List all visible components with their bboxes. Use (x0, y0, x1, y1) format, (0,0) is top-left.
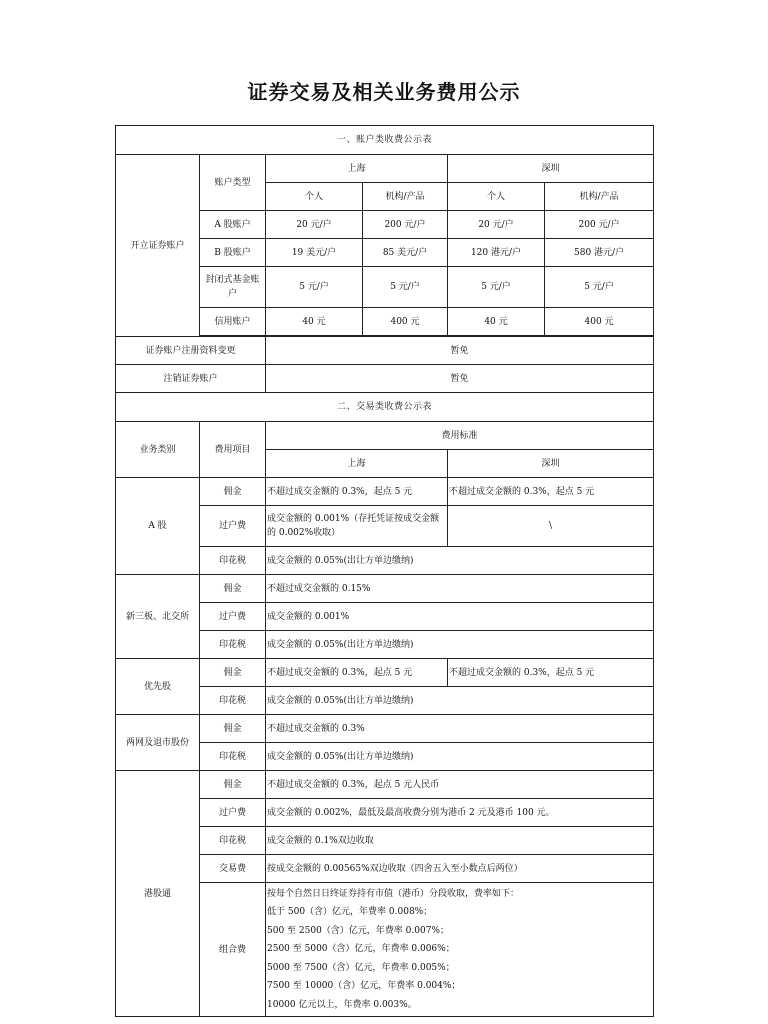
fee-item-label: 交易费 (200, 855, 266, 883)
fee-cell: 200 元/户 (545, 211, 654, 239)
account-row-label: B 股账户 (200, 239, 266, 267)
fee-cell: 200 元/户 (363, 211, 448, 239)
fee-item-label: 印花税 (200, 631, 266, 659)
fee-cell: 120 港元/户 (448, 239, 545, 267)
fee-item-label: 佣金 (200, 478, 266, 506)
fee-item-label: 印花税 (200, 687, 266, 715)
open-account-label: 开立证券账户 (116, 155, 200, 337)
fee-item-label: 佣金 (200, 715, 266, 743)
shanghai-header: 上海 (266, 155, 448, 183)
fee-item-header: 费用项目 (200, 422, 266, 478)
fee-item-label: 过户费 (200, 506, 266, 547)
fee-cell: 成交金额的 0.001% (266, 603, 654, 631)
biz-hk-connect: 港股通 (116, 771, 200, 1017)
shenzhen-header: 深圳 (448, 155, 654, 183)
account-row-label: 信用账户 (200, 308, 266, 336)
portfolio-line: 按每个自然日日终证券持有市值（港币）分段收取，费率如下： (267, 888, 520, 899)
account-type-header: 账户类型 (200, 155, 266, 211)
fee-cell: 不超过成交金额的 0.3%，起点 5 元 (266, 659, 448, 687)
fee-cell: 580 港元/户 (545, 239, 654, 267)
fee-cell: 成交金额的 0.05%(出让方单边缴纳) (266, 547, 654, 575)
portfolio-fee-cell (266, 883, 654, 1017)
fee-cell: 40 元 (448, 308, 545, 336)
biz-a-share: A 股 (116, 478, 200, 575)
section-trading-header: 二、交易类收费公示表 (116, 393, 654, 422)
portfolio-line: 5000 至 7500（含）亿元，年费率 0.005%； (267, 962, 455, 973)
fee-item-label: 佣金 (200, 771, 266, 799)
cancel-account-label: 注销证券账户 (116, 365, 266, 393)
shenzhen-header: 深圳 (448, 450, 654, 478)
fee-item-label: 过户费 (200, 603, 266, 631)
fee-cell: 不超过成交金额的 0.3%，起点 5 元人民币 (266, 771, 654, 799)
biz-type-header: 业务类别 (116, 422, 200, 478)
fee-table (115, 125, 654, 1017)
account-row-label: A 股账户 (200, 211, 266, 239)
fee-standard-header: 费用标准 (266, 422, 654, 450)
sh-institution-header: 机构/产品 (363, 183, 448, 211)
fee-cell: 不超过成交金额的 0.15% (266, 575, 654, 603)
fee-cell: \ (448, 506, 654, 547)
fee-cell: 19 美元/户 (266, 239, 363, 267)
fee-cell: 成交金额的 0.05%(出让方单边缴纳) (266, 687, 654, 715)
section-account-header: 一、账户类收费公示表 (116, 126, 654, 155)
portfolio-line: 低于 500（含）亿元，年费率 0.008%； (267, 907, 433, 918)
fee-cell: 40 元 (266, 308, 363, 336)
change-info-label: 证券账户注册资料变更 (116, 337, 266, 365)
fee-item-label: 组合费 (200, 883, 266, 1017)
portfolio-line: 10000 亿元以上，年费率 0.003%。 (267, 999, 417, 1010)
fee-cell: 不超过成交金额的 0.3% (266, 715, 654, 743)
fee-cell: 20 元/户 (448, 211, 545, 239)
portfolio-line: 7500 至 10000（含）亿元，年费率 0.004%； (267, 981, 461, 992)
fee-cell: 成交金额的 0.001%（存托凭证按成交金额的 0.002%收取） (266, 506, 448, 547)
fee-cell: 85 美元/户 (363, 239, 448, 267)
portfolio-line: 500 至 2500（含）亿元，年费率 0.007%； (267, 925, 449, 936)
portfolio-line: 2500 至 5000（含）亿元，年费率 0.006%； (267, 944, 455, 955)
fee-cell: 成交金额的 0.05%(出让方单边缴纳) (266, 743, 654, 771)
cancel-account-value: 暂免 (266, 365, 654, 393)
fee-cell: 成交金额的 0.002%，最低及最高收费分别为港币 2 元及港币 100 元。 (266, 799, 654, 827)
fee-cell: 5 元/户 (266, 267, 363, 308)
sh-individual-header: 个人 (266, 183, 363, 211)
biz-neeq: 新三板、北交所 (116, 575, 200, 659)
sz-institution-header: 机构/产品 (545, 183, 654, 211)
page-title: 证券交易及相关业务费用公示 (247, 80, 521, 104)
fee-item-label: 印花税 (200, 547, 266, 575)
biz-delisted: 两网及退市股份 (116, 715, 200, 771)
fee-item-label: 印花税 (200, 827, 266, 855)
fee-cell: 按成交金额的 0.00565%双边收取（四舍五入至小数点后两位） (266, 855, 654, 883)
shanghai-header: 上海 (266, 450, 448, 478)
account-row-label: 封闭式基金账户 (200, 267, 266, 308)
fee-item-label: 佣金 (200, 575, 266, 603)
fee-cell: 5 元/户 (545, 267, 654, 308)
fee-cell: 20 元/户 (266, 211, 363, 239)
biz-preferred: 优先股 (116, 659, 200, 715)
fee-cell: 5 元/户 (448, 267, 545, 308)
fee-cell: 不超过成交金额的 0.3%，起点 5 元 (448, 659, 654, 687)
fee-cell: 不超过成交金额的 0.3%，起点 5 元 (266, 478, 448, 506)
fee-cell: 400 元 (545, 308, 654, 336)
change-info-value: 暂免 (266, 337, 654, 365)
fee-item-label: 过户费 (200, 799, 266, 827)
sz-individual-header: 个人 (448, 183, 545, 211)
fee-cell: 不超过成交金额的 0.3%，起点 5 元 (448, 478, 654, 506)
fee-cell: 400 元 (363, 308, 448, 336)
fee-item-label: 佣金 (200, 659, 266, 687)
fee-cell: 5 元/户 (363, 267, 448, 308)
fee-item-label: 印花税 (200, 743, 266, 771)
fee-cell: 成交金额的 0.1%双边收取 (266, 827, 654, 855)
fee-cell: 成交金额的 0.05%(出让方单边缴纳) (266, 631, 654, 659)
